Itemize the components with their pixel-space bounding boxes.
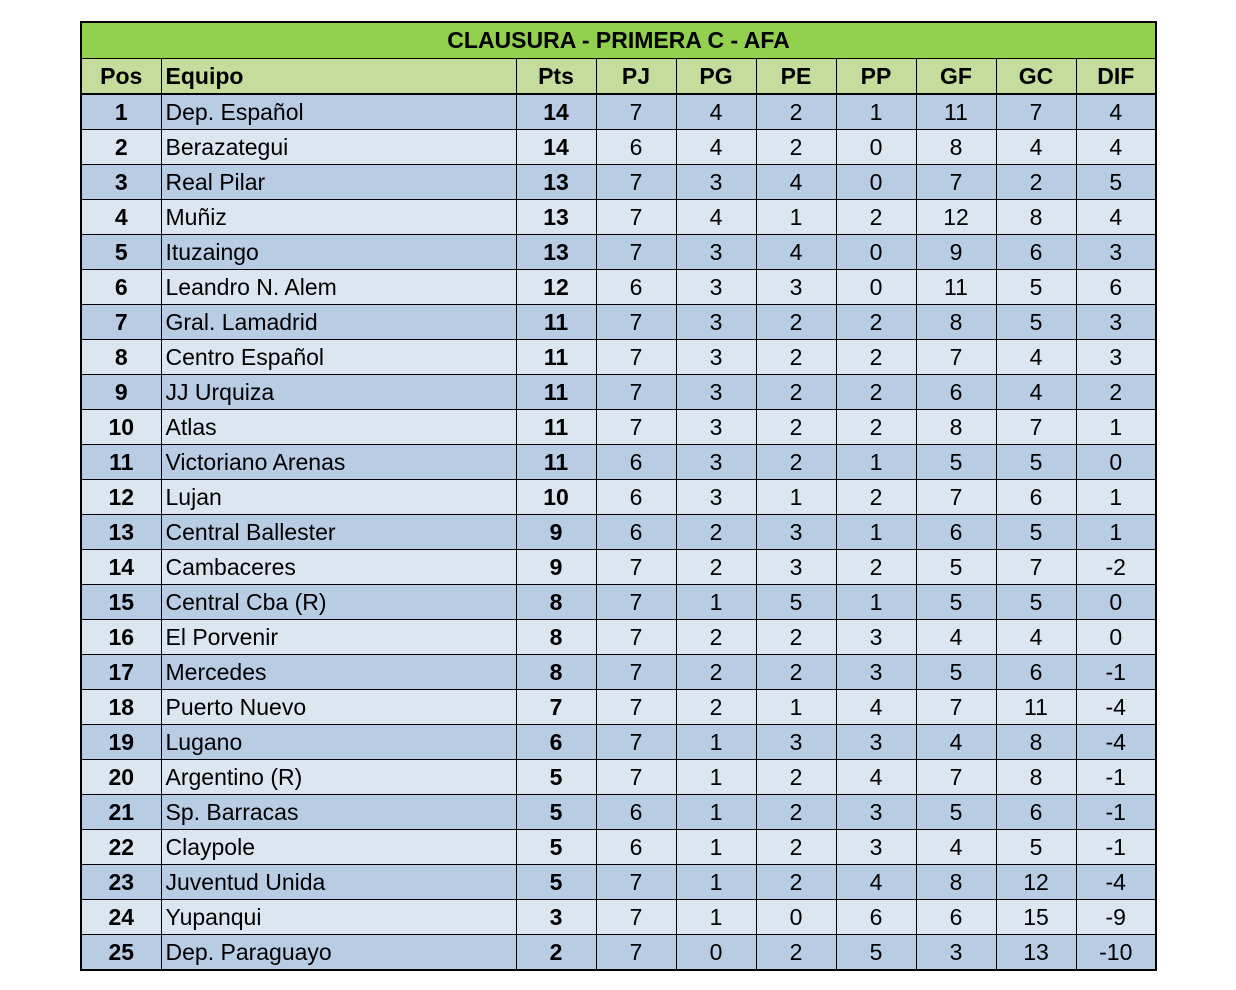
cell-equipo: Yupanqui: [161, 900, 516, 935]
cell-pj: 7: [596, 410, 676, 445]
cell-gf: 8: [916, 130, 996, 165]
cell-pos: 18: [81, 690, 161, 725]
column-header-pp: PP: [836, 59, 916, 95]
cell-pos: 13: [81, 515, 161, 550]
cell-equipo: Victoriano Arenas: [161, 445, 516, 480]
table-row: [81, 235, 1156, 270]
table-row: [81, 795, 1156, 830]
cell-gc: 6: [996, 235, 1076, 270]
cell-pts: 11: [516, 375, 596, 410]
cell-dif: -10: [1076, 935, 1156, 971]
cell-pp: 2: [836, 200, 916, 235]
table-row: [81, 130, 1156, 165]
cell-pj: 7: [596, 585, 676, 620]
cell-pe: 2: [756, 865, 836, 900]
table-row: [81, 165, 1156, 200]
cell-dif: 1: [1076, 480, 1156, 515]
cell-gc: 13: [996, 935, 1076, 971]
cell-dif: 4: [1076, 200, 1156, 235]
cell-pts: 13: [516, 235, 596, 270]
cell-pg: 4: [676, 200, 756, 235]
cell-pe: 2: [756, 340, 836, 375]
column-header-pg: PG: [676, 59, 756, 95]
cell-pj: 7: [596, 375, 676, 410]
cell-pp: 0: [836, 165, 916, 200]
cell-equipo: Juventud Unida: [161, 865, 516, 900]
cell-pos: 23: [81, 865, 161, 900]
cell-dif: -4: [1076, 725, 1156, 760]
cell-pj: 7: [596, 200, 676, 235]
cell-gf: 7: [916, 760, 996, 795]
cell-pj: 7: [596, 935, 676, 971]
cell-dif: 1: [1076, 410, 1156, 445]
cell-pj: 6: [596, 515, 676, 550]
cell-pg: 1: [676, 830, 756, 865]
cell-pe: 2: [756, 375, 836, 410]
cell-pts: 14: [516, 130, 596, 165]
cell-pos: 11: [81, 445, 161, 480]
cell-dif: 0: [1076, 585, 1156, 620]
cell-pos: 3: [81, 165, 161, 200]
cell-pg: 2: [676, 690, 756, 725]
cell-dif: 4: [1076, 94, 1156, 130]
cell-pp: 3: [836, 620, 916, 655]
cell-pj: 7: [596, 900, 676, 935]
cell-gf: 8: [916, 865, 996, 900]
cell-gf: 6: [916, 900, 996, 935]
cell-gf: 6: [916, 515, 996, 550]
cell-dif: 3: [1076, 235, 1156, 270]
standings-body: [81, 94, 1156, 970]
cell-pp: 3: [836, 795, 916, 830]
cell-pts: 8: [516, 620, 596, 655]
cell-pe: 2: [756, 830, 836, 865]
cell-pts: 13: [516, 165, 596, 200]
cell-dif: -1: [1076, 795, 1156, 830]
column-header-pe: PE: [756, 59, 836, 95]
table-row: [81, 655, 1156, 690]
cell-pj: 7: [596, 655, 676, 690]
cell-pp: 4: [836, 690, 916, 725]
cell-gf: 8: [916, 410, 996, 445]
cell-gf: 7: [916, 165, 996, 200]
cell-pe: 2: [756, 94, 836, 130]
cell-pos: 8: [81, 340, 161, 375]
column-header-row: [81, 59, 1156, 95]
cell-pp: 2: [836, 305, 916, 340]
cell-dif: -9: [1076, 900, 1156, 935]
column-header-pj: PJ: [596, 59, 676, 95]
cell-pos: 21: [81, 795, 161, 830]
column-header-pts: Pts: [516, 59, 596, 95]
cell-pos: 1: [81, 94, 161, 130]
cell-pp: 1: [836, 515, 916, 550]
cell-pp: 1: [836, 445, 916, 480]
cell-pe: 2: [756, 620, 836, 655]
cell-pp: 2: [836, 550, 916, 585]
cell-gc: 12: [996, 865, 1076, 900]
cell-gf: 6: [916, 375, 996, 410]
cell-dif: 5: [1076, 165, 1156, 200]
cell-dif: 6: [1076, 270, 1156, 305]
cell-equipo: Ituzaingo: [161, 235, 516, 270]
cell-dif: -1: [1076, 830, 1156, 865]
cell-gf: 11: [916, 94, 996, 130]
cell-pe: 3: [756, 515, 836, 550]
cell-pts: 5: [516, 760, 596, 795]
cell-pe: 2: [756, 130, 836, 165]
table-row: [81, 94, 1156, 130]
table-row: [81, 375, 1156, 410]
cell-pg: 1: [676, 760, 756, 795]
table-row: [81, 620, 1156, 655]
cell-equipo: Gral. Lamadrid: [161, 305, 516, 340]
cell-pe: 4: [756, 165, 836, 200]
cell-equipo: Argentino (R): [161, 760, 516, 795]
cell-pos: 15: [81, 585, 161, 620]
cell-pts: 11: [516, 410, 596, 445]
cell-pts: 12: [516, 270, 596, 305]
cell-pg: 3: [676, 305, 756, 340]
cell-dif: -1: [1076, 655, 1156, 690]
cell-pj: 6: [596, 270, 676, 305]
cell-pts: 2: [516, 935, 596, 971]
cell-equipo: Claypole: [161, 830, 516, 865]
cell-pg: 1: [676, 585, 756, 620]
cell-pp: 5: [836, 935, 916, 971]
cell-equipo: Leandro N. Alem: [161, 270, 516, 305]
table-row: [81, 480, 1156, 515]
cell-gf: 12: [916, 200, 996, 235]
cell-gc: 4: [996, 620, 1076, 655]
cell-pos: 16: [81, 620, 161, 655]
cell-pg: 3: [676, 375, 756, 410]
table-row: [81, 865, 1156, 900]
cell-pj: 7: [596, 760, 676, 795]
cell-pos: 24: [81, 900, 161, 935]
cell-equipo: Real Pilar: [161, 165, 516, 200]
cell-gf: 7: [916, 690, 996, 725]
cell-pe: 1: [756, 200, 836, 235]
column-header-gc: GC: [996, 59, 1076, 95]
cell-pts: 3: [516, 900, 596, 935]
cell-pe: 3: [756, 725, 836, 760]
cell-gc: 6: [996, 480, 1076, 515]
cell-pg: 0: [676, 935, 756, 971]
cell-dif: 0: [1076, 620, 1156, 655]
cell-gf: 7: [916, 340, 996, 375]
cell-pos: 9: [81, 375, 161, 410]
cell-equipo: Dep. Paraguayo: [161, 935, 516, 971]
cell-gf: 4: [916, 725, 996, 760]
table-row: [81, 690, 1156, 725]
table-row: [81, 270, 1156, 305]
cell-pts: 6: [516, 725, 596, 760]
cell-pos: 4: [81, 200, 161, 235]
cell-dif: -4: [1076, 865, 1156, 900]
cell-pp: 2: [836, 480, 916, 515]
cell-dif: 4: [1076, 130, 1156, 165]
cell-equipo: Central Cba (R): [161, 585, 516, 620]
cell-dif: -4: [1076, 690, 1156, 725]
cell-pts: 9: [516, 550, 596, 585]
cell-pg: 2: [676, 515, 756, 550]
cell-pe: 2: [756, 935, 836, 971]
cell-gf: 11: [916, 270, 996, 305]
cell-gc: 8: [996, 760, 1076, 795]
cell-pg: 3: [676, 410, 756, 445]
table-row: [81, 585, 1156, 620]
column-header-pos: Pos: [81, 59, 161, 95]
table-row: [81, 200, 1156, 235]
cell-pg: 2: [676, 550, 756, 585]
cell-dif: 3: [1076, 305, 1156, 340]
cell-pj: 7: [596, 94, 676, 130]
cell-equipo: Sp. Barracas: [161, 795, 516, 830]
cell-pg: 1: [676, 795, 756, 830]
cell-pg: 3: [676, 270, 756, 305]
cell-pp: 0: [836, 270, 916, 305]
cell-pp: 1: [836, 585, 916, 620]
cell-pe: 3: [756, 550, 836, 585]
cell-pe: 3: [756, 270, 836, 305]
cell-pj: 7: [596, 165, 676, 200]
cell-equipo: Lujan: [161, 480, 516, 515]
cell-gf: 4: [916, 830, 996, 865]
cell-gc: 11: [996, 690, 1076, 725]
cell-pos: 10: [81, 410, 161, 445]
cell-gf: 5: [916, 655, 996, 690]
cell-pts: 13: [516, 200, 596, 235]
cell-pg: 2: [676, 620, 756, 655]
cell-pe: 2: [756, 410, 836, 445]
table-row: [81, 725, 1156, 760]
cell-pg: 1: [676, 725, 756, 760]
cell-pp: 4: [836, 865, 916, 900]
cell-gc: 5: [996, 305, 1076, 340]
cell-pp: 0: [836, 130, 916, 165]
cell-gc: 7: [996, 410, 1076, 445]
cell-pg: 3: [676, 445, 756, 480]
cell-equipo: Puerto Nuevo: [161, 690, 516, 725]
cell-equipo: Central Ballester: [161, 515, 516, 550]
cell-pe: 2: [756, 795, 836, 830]
cell-pj: 6: [596, 445, 676, 480]
cell-pts: 11: [516, 305, 596, 340]
cell-pts: 8: [516, 655, 596, 690]
cell-pp: 2: [836, 410, 916, 445]
cell-pts: 5: [516, 830, 596, 865]
cell-pp: 1: [836, 94, 916, 130]
cell-pts: 5: [516, 865, 596, 900]
cell-gc: 5: [996, 585, 1076, 620]
cell-gf: 5: [916, 550, 996, 585]
cell-pe: 1: [756, 480, 836, 515]
cell-pj: 6: [596, 830, 676, 865]
cell-equipo: Dep. Español: [161, 94, 516, 130]
cell-pts: 10: [516, 480, 596, 515]
cell-gc: 8: [996, 725, 1076, 760]
cell-dif: 1: [1076, 515, 1156, 550]
cell-pe: 1: [756, 690, 836, 725]
cell-gc: 5: [996, 830, 1076, 865]
cell-gf: 9: [916, 235, 996, 270]
cell-pj: 7: [596, 620, 676, 655]
cell-gf: 5: [916, 585, 996, 620]
cell-pg: 3: [676, 340, 756, 375]
cell-equipo: JJ Urquiza: [161, 375, 516, 410]
cell-pos: 17: [81, 655, 161, 690]
cell-pp: 0: [836, 235, 916, 270]
table-row: [81, 410, 1156, 445]
cell-pos: 25: [81, 935, 161, 971]
standings-table: [80, 21, 1157, 971]
cell-equipo: Centro Español: [161, 340, 516, 375]
cell-dif: -1: [1076, 760, 1156, 795]
cell-pg: 1: [676, 865, 756, 900]
table-row: [81, 900, 1156, 935]
cell-gc: 7: [996, 550, 1076, 585]
cell-pp: 3: [836, 725, 916, 760]
cell-gc: 5: [996, 445, 1076, 480]
title-row: [81, 22, 1156, 59]
cell-gc: 15: [996, 900, 1076, 935]
cell-gc: 6: [996, 795, 1076, 830]
cell-pp: 3: [836, 830, 916, 865]
cell-pos: 7: [81, 305, 161, 340]
cell-pos: 6: [81, 270, 161, 305]
cell-pos: 5: [81, 235, 161, 270]
cell-gf: 7: [916, 480, 996, 515]
cell-pg: 3: [676, 235, 756, 270]
cell-equipo: Mercedes: [161, 655, 516, 690]
cell-pj: 6: [596, 795, 676, 830]
cell-gc: 4: [996, 130, 1076, 165]
cell-gf: 5: [916, 795, 996, 830]
cell-gf: 5: [916, 445, 996, 480]
cell-equipo: Cambaceres: [161, 550, 516, 585]
cell-pp: 2: [836, 375, 916, 410]
cell-gc: 4: [996, 375, 1076, 410]
table-title: CLAUSURA - PRIMERA C - AFA: [81, 22, 1156, 59]
cell-gf: 4: [916, 620, 996, 655]
cell-dif: 3: [1076, 340, 1156, 375]
cell-pe: 2: [756, 760, 836, 795]
cell-pj: 7: [596, 690, 676, 725]
cell-pos: 22: [81, 830, 161, 865]
cell-pe: 5: [756, 585, 836, 620]
cell-pj: 7: [596, 550, 676, 585]
table-row: [81, 935, 1156, 971]
cell-gf: 3: [916, 935, 996, 971]
cell-pg: 3: [676, 165, 756, 200]
cell-pts: 5: [516, 795, 596, 830]
cell-gf: 8: [916, 305, 996, 340]
cell-dif: 0: [1076, 445, 1156, 480]
cell-pts: 9: [516, 515, 596, 550]
cell-gc: 2: [996, 165, 1076, 200]
cell-pj: 7: [596, 235, 676, 270]
cell-pp: 6: [836, 900, 916, 935]
cell-equipo: Atlas: [161, 410, 516, 445]
cell-pos: 2: [81, 130, 161, 165]
cell-pe: 2: [756, 305, 836, 340]
cell-gc: 7: [996, 94, 1076, 130]
cell-dif: 2: [1076, 375, 1156, 410]
cell-pj: 6: [596, 130, 676, 165]
cell-dif: -2: [1076, 550, 1156, 585]
cell-equipo: Berazategui: [161, 130, 516, 165]
table-row: [81, 445, 1156, 480]
cell-equipo: Lugano: [161, 725, 516, 760]
cell-pe: 2: [756, 655, 836, 690]
cell-pe: 0: [756, 900, 836, 935]
cell-pts: 14: [516, 94, 596, 130]
cell-pg: 4: [676, 130, 756, 165]
cell-pp: 3: [836, 655, 916, 690]
cell-pj: 7: [596, 865, 676, 900]
cell-pg: 2: [676, 655, 756, 690]
cell-pp: 4: [836, 760, 916, 795]
cell-pj: 7: [596, 725, 676, 760]
cell-pj: 6: [596, 480, 676, 515]
cell-pts: 11: [516, 445, 596, 480]
table-row: [81, 305, 1156, 340]
cell-pos: 19: [81, 725, 161, 760]
table-row: [81, 760, 1156, 795]
column-header-dif: DIF: [1076, 59, 1156, 95]
cell-pts: 11: [516, 340, 596, 375]
cell-pos: 20: [81, 760, 161, 795]
cell-pos: 14: [81, 550, 161, 585]
cell-pg: 4: [676, 94, 756, 130]
cell-gc: 4: [996, 340, 1076, 375]
cell-pe: 4: [756, 235, 836, 270]
cell-pos: 12: [81, 480, 161, 515]
table-row: [81, 340, 1156, 375]
cell-gc: 5: [996, 270, 1076, 305]
cell-gc: 6: [996, 655, 1076, 690]
cell-pg: 3: [676, 480, 756, 515]
cell-pg: 1: [676, 900, 756, 935]
cell-equipo: El Porvenir: [161, 620, 516, 655]
cell-pj: 7: [596, 305, 676, 340]
cell-gc: 5: [996, 515, 1076, 550]
table-row: [81, 515, 1156, 550]
table-row: [81, 830, 1156, 865]
column-header-gf: GF: [916, 59, 996, 95]
cell-pe: 2: [756, 445, 836, 480]
cell-equipo: Muñiz: [161, 200, 516, 235]
cell-pts: 7: [516, 690, 596, 725]
cell-pp: 2: [836, 340, 916, 375]
column-header-equipo: Equipo: [161, 59, 516, 95]
cell-pj: 7: [596, 340, 676, 375]
table-row: [81, 550, 1156, 585]
cell-pts: 8: [516, 585, 596, 620]
cell-gc: 8: [996, 200, 1076, 235]
